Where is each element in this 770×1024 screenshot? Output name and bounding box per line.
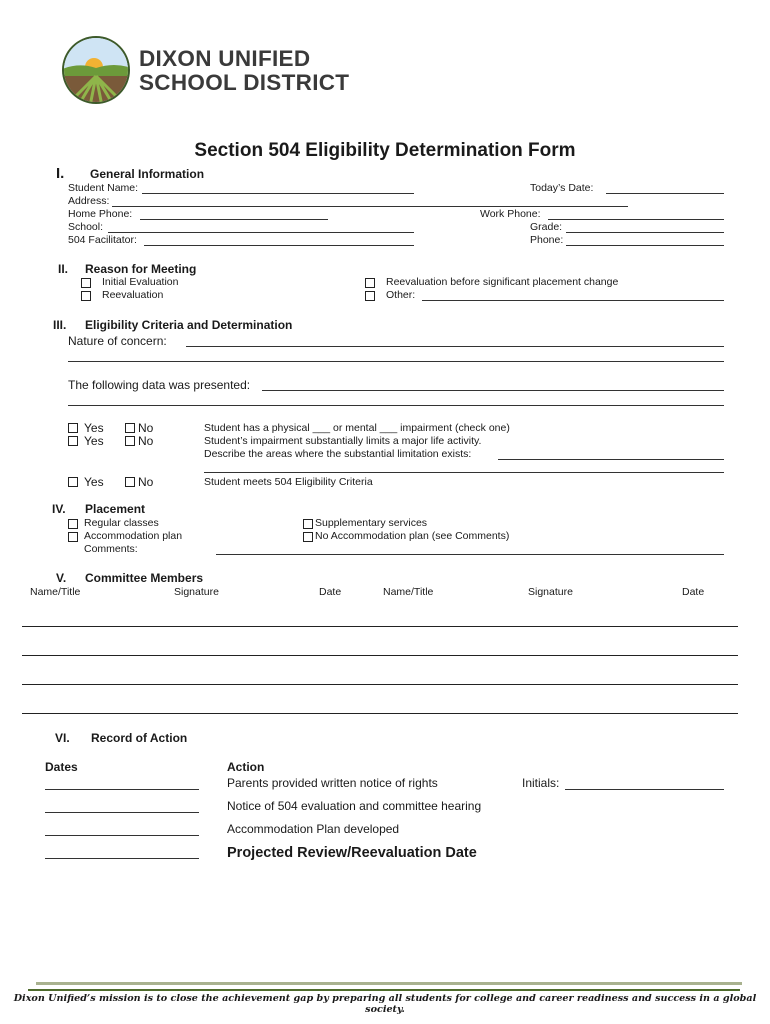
home-phone-field[interactable] — [140, 219, 328, 220]
footer-divider-dark — [28, 989, 740, 991]
date-field-2[interactable] — [45, 812, 199, 813]
date-field-4[interactable] — [45, 858, 199, 859]
accommodation-plan-checkbox[interactable] — [68, 532, 78, 542]
eligible-yes-label: Yes — [84, 475, 104, 489]
todays-date-label: Today’s Date: — [530, 182, 594, 194]
section5-heading: Committee Members — [85, 571, 204, 585]
committee-row-2[interactable] — [22, 655, 738, 656]
comments-label: Comments: — [84, 543, 138, 555]
date-field-1[interactable] — [45, 789, 199, 790]
eligible-yes-checkbox[interactable] — [68, 477, 78, 487]
district-name — [139, 47, 349, 95]
action-header: Action — [227, 760, 265, 774]
limits-yes-label: Yes — [84, 434, 104, 448]
action-3: Accommodation Plan developed — [227, 822, 400, 836]
col-name-title-2: Name/Title — [383, 586, 434, 598]
school-label: School: — [68, 221, 104, 233]
section1-heading: General Information — [90, 167, 205, 181]
col-date-2: Date — [682, 586, 705, 598]
data-presented-field-2[interactable] — [68, 405, 724, 406]
section3-numeral: III. — [53, 318, 67, 332]
grade-field[interactable] — [566, 232, 724, 233]
district-name-line1: DIXON UNIFIED — [139, 46, 311, 71]
impairment-statement: Student has a physical ___ or mental ___ impairment (check one) — [204, 422, 510, 434]
describe-label: Describe the areas where the substantial limitation exists: — [204, 448, 472, 460]
action-2: Notice of 504 evaluation and committee hearing — [227, 799, 482, 813]
eligible-no-label: No — [138, 475, 154, 489]
facilitator-field[interactable] — [144, 245, 414, 246]
impairment-no-checkbox[interactable] — [125, 423, 135, 433]
action-1: Parents provided written notice of rights — [227, 776, 438, 790]
no-accommodation-checkbox[interactable] — [303, 532, 313, 542]
other-label: Other: — [386, 289, 416, 301]
section6-numeral: VI. — [55, 731, 70, 745]
phone-field[interactable] — [566, 245, 724, 246]
limits-no-label: No — [138, 434, 154, 448]
section4-heading: Placement — [85, 502, 146, 516]
section5-numeral: V. — [56, 571, 67, 585]
section4-numeral: IV. — [52, 502, 66, 516]
other-checkbox[interactable] — [365, 291, 375, 301]
footer-divider-light — [36, 982, 742, 985]
address-field[interactable] — [112, 206, 628, 207]
section3-heading: Eligibility Criteria and Determination — [85, 318, 293, 332]
work-phone-label: Work Phone: — [480, 208, 541, 220]
dates-header: Dates — [45, 760, 78, 774]
form-title: Section 504 Eligibility Determination Form — [194, 140, 576, 161]
col-name-title-1: Name/Title — [30, 586, 81, 598]
facilitator-label: 504 Facilitator: — [68, 234, 137, 246]
student-name-label: Student Name: — [68, 182, 139, 194]
limits-statement: Student’s impairment substantially limits a major life activity. — [204, 435, 482, 447]
impairment-yes-label: Yes — [84, 421, 104, 435]
committee-row-4[interactable] — [22, 713, 738, 714]
committee-row-3[interactable] — [22, 684, 738, 685]
reevaluation-label: Reevaluation — [102, 289, 164, 301]
describe-field[interactable] — [498, 459, 724, 460]
phone-label: Phone: — [530, 234, 564, 246]
limits-no-checkbox[interactable] — [125, 436, 135, 446]
supplementary-checkbox[interactable] — [303, 519, 313, 529]
reevaluation-before-label: Reevaluation before significant placement change — [386, 276, 619, 288]
col-date-1: Date — [319, 586, 342, 598]
home-phone-label: Home Phone: — [68, 208, 133, 220]
limits-yes-checkbox[interactable] — [68, 436, 78, 446]
committee-row-1[interactable] — [22, 626, 738, 627]
mission-statement: Dixon Unified’s mission is to close the achievement gap by preparing all students for college and career readiness and success in a global society. — [13, 993, 757, 1015]
impairment-yes-checkbox[interactable] — [68, 423, 78, 433]
section2-heading: Reason for Meeting — [85, 262, 197, 276]
supplementary-label: Supplementary services — [315, 517, 428, 529]
school-field[interactable] — [108, 232, 414, 233]
comments-field[interactable] — [216, 554, 724, 555]
action-4: Projected Review/Reevaluation Date — [227, 845, 477, 861]
no-accommodation-label: No Accommodation plan (see Comments) — [315, 530, 510, 542]
section2-numeral: II. — [58, 262, 69, 276]
eligible-statement: Student meets 504 Eligibility Criteria — [204, 476, 373, 488]
district-name-line2: SCHOOL DISTRICT — [139, 70, 350, 95]
describe-field-2[interactable] — [204, 472, 724, 473]
section6-heading: Record of Action — [91, 731, 188, 745]
student-name-field[interactable] — [142, 193, 414, 194]
data-presented-field[interactable] — [262, 390, 724, 391]
district-logo — [60, 34, 132, 106]
reevaluation-checkbox[interactable] — [81, 291, 91, 301]
nature-of-concern-label: Nature of concern: — [68, 334, 167, 348]
grade-label: Grade: — [530, 221, 563, 233]
initials-label: Initials: — [522, 776, 560, 790]
other-field[interactable] — [422, 300, 724, 301]
reevaluation-before-checkbox[interactable] — [365, 278, 375, 288]
initials-field[interactable] — [565, 789, 724, 790]
initial-evaluation-label: Initial Evaluation — [102, 276, 179, 288]
col-signature-2: Signature — [528, 586, 573, 598]
eligible-no-checkbox[interactable] — [125, 477, 135, 487]
address-label: Address: — [68, 195, 110, 207]
col-signature-1: Signature — [174, 586, 219, 598]
work-phone-field[interactable] — [548, 219, 724, 220]
nature-of-concern-field-2[interactable] — [68, 361, 724, 362]
regular-classes-checkbox[interactable] — [68, 519, 78, 529]
section1-numeral: I. — [56, 165, 65, 182]
data-presented-label: The following data was presented: — [68, 378, 251, 392]
initial-evaluation-checkbox[interactable] — [81, 278, 91, 288]
impairment-no-label: No — [138, 421, 154, 435]
nature-of-concern-field[interactable] — [186, 346, 724, 347]
date-field-3[interactable] — [45, 835, 199, 836]
todays-date-field[interactable] — [606, 193, 724, 194]
accommodation-plan-label: Accommodation plan — [84, 530, 183, 542]
regular-classes-label: Regular classes — [84, 517, 159, 529]
